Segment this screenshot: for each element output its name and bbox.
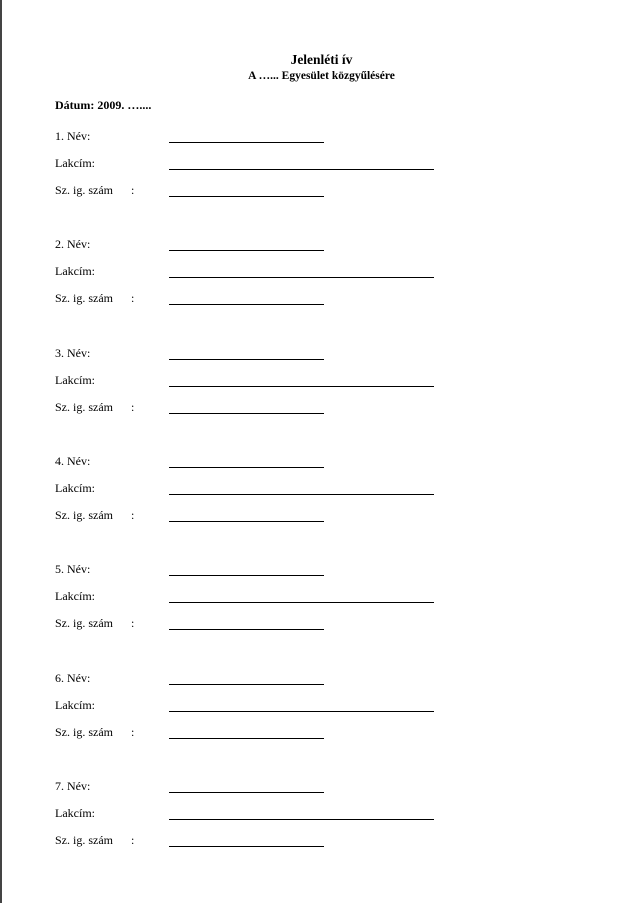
address-field-line[interactable] — [169, 494, 434, 495]
name-field-line[interactable] — [169, 467, 324, 468]
address-label: Lakcím: — [55, 480, 95, 495]
address-label: Lakcím: — [55, 697, 95, 712]
address-label: Lakcím: — [55, 805, 95, 820]
attendee-entry — [2, 346, 639, 436]
id-number-field-line[interactable] — [169, 846, 324, 847]
id-number-field-line[interactable] — [169, 304, 324, 305]
address-field-line[interactable] — [169, 602, 434, 603]
id-number-row — [2, 508, 639, 524]
name-row — [2, 562, 639, 578]
attendee-entry — [2, 779, 639, 869]
name-row — [2, 129, 639, 145]
id-number-field-line[interactable] — [169, 196, 324, 197]
name-field-line[interactable] — [169, 684, 324, 685]
id-number-field-line[interactable] — [169, 629, 324, 630]
id-number-label: Sz. ig. szám — [55, 183, 113, 197]
name-label-text: Név: — [64, 670, 91, 685]
entry-number: 7. — [55, 778, 64, 793]
address-field-line[interactable] — [169, 819, 434, 820]
address-row — [2, 481, 639, 497]
entry-number: 2. — [55, 237, 64, 252]
id-number-label: Sz. ig. szám — [55, 291, 113, 306]
name-label — [55, 129, 90, 143]
name-field-line[interactable] — [169, 142, 324, 143]
name-row — [2, 454, 639, 470]
name-label-text: Név: — [64, 778, 91, 793]
attendee-entry — [2, 129, 639, 219]
name-label — [55, 346, 90, 360]
entry-number: 3. — [55, 345, 64, 360]
attendee-entry — [2, 454, 639, 544]
address-label: Lakcím: — [55, 589, 95, 604]
id-number-row — [2, 616, 639, 632]
address-label: Lakcím: — [55, 264, 95, 279]
name-label-text: Név: — [64, 345, 91, 360]
address-label: Lakcím: — [55, 372, 95, 387]
entry-number: 6. — [55, 670, 64, 685]
id-number-colon: : — [131, 183, 135, 197]
name-field-line[interactable] — [169, 575, 324, 576]
id-number-label: Sz. ig. szám — [55, 832, 113, 847]
id-number-field-line[interactable] — [169, 413, 324, 414]
name-label-text: Név: — [64, 562, 91, 577]
id-number-row — [2, 833, 639, 849]
name-label — [55, 454, 90, 468]
name-label — [55, 237, 90, 251]
address-row — [2, 698, 639, 714]
attendee-entry — [2, 562, 639, 652]
id-number-colon: : — [131, 616, 135, 631]
address-field-line[interactable] — [169, 386, 434, 387]
id-number-colon: : — [131, 724, 135, 739]
name-label-text: Név: — [64, 453, 91, 468]
address-row — [2, 806, 639, 822]
document-subtitle: A …... Egyesület közgyűlésére — [248, 70, 395, 82]
document-title: Jelenléti ív — [290, 52, 353, 67]
name-label-text: Név: — [64, 237, 91, 252]
id-number-row — [2, 183, 639, 199]
id-number-row — [2, 400, 639, 416]
name-label — [55, 671, 90, 685]
id-number-colon: : — [131, 832, 135, 847]
address-field-line[interactable] — [169, 277, 434, 278]
id-number-label: Sz. ig. szám — [55, 399, 113, 414]
id-number-colon: : — [131, 507, 135, 522]
name-row — [2, 671, 639, 687]
id-number-colon: : — [131, 399, 135, 414]
address-row — [2, 156, 639, 172]
name-row — [2, 237, 639, 253]
address-row — [2, 373, 639, 389]
id-number-label: Sz. ig. szám — [55, 507, 113, 522]
name-field-line[interactable] — [169, 792, 324, 793]
name-field-line[interactable] — [169, 250, 324, 251]
date-line: Dátum: 2009. ….... — [55, 98, 152, 112]
address-row — [2, 589, 639, 605]
name-label — [55, 562, 90, 576]
name-row — [2, 779, 639, 795]
id-number-row — [2, 291, 639, 307]
id-number-row — [2, 725, 639, 741]
address-field-line[interactable] — [169, 711, 434, 712]
address-field-line[interactable] — [169, 169, 434, 170]
id-number-field-line[interactable] — [169, 738, 324, 739]
attendee-entry — [2, 671, 639, 761]
id-number-colon: : — [131, 291, 135, 306]
entry-number: 5. — [55, 562, 64, 577]
name-field-line[interactable] — [169, 359, 324, 360]
address-label: Lakcím: — [55, 156, 95, 170]
attendee-entry — [2, 237, 639, 327]
id-number-label: Sz. ig. szám — [55, 616, 113, 631]
id-number-label: Sz. ig. szám — [55, 724, 113, 739]
name-label-text: Név: — [64, 129, 91, 143]
address-row — [2, 264, 639, 280]
id-number-field-line[interactable] — [169, 521, 324, 522]
entry-number: 1. — [55, 129, 64, 143]
name-label — [55, 779, 90, 793]
name-row — [2, 346, 639, 362]
entry-number: 4. — [55, 453, 64, 468]
